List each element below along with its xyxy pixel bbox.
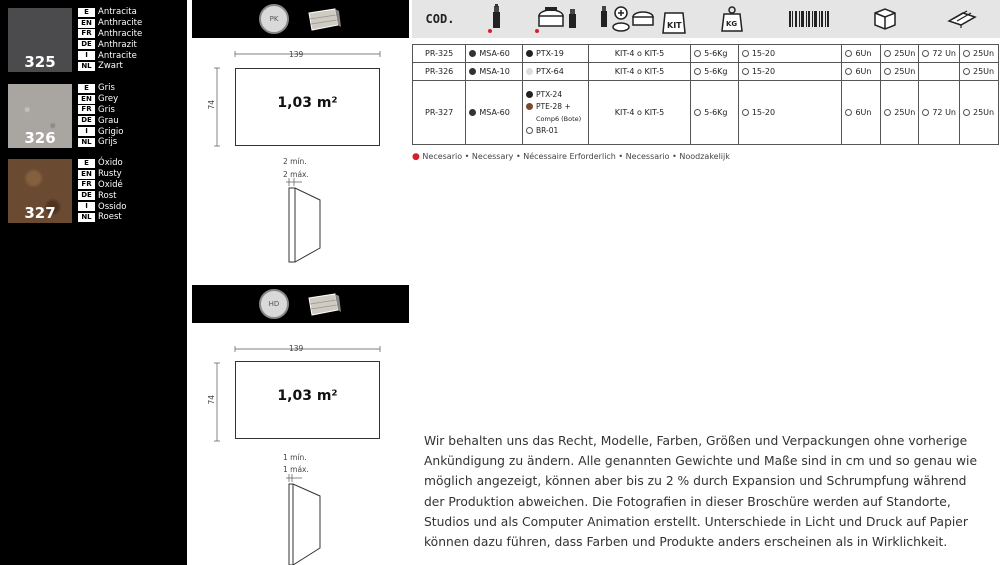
ring-icon [845, 50, 852, 57]
color-names [78, 158, 127, 223]
color-dot [469, 50, 476, 57]
ring-icon [963, 50, 970, 57]
ring-icon [694, 109, 701, 116]
series-header-hd [192, 285, 409, 323]
series-badge: HD [259, 289, 289, 319]
brick-panel-icon [305, 290, 341, 318]
color-name: Zwart [98, 61, 123, 72]
width-dimension: 139 [289, 344, 304, 353]
range-cell [738, 45, 842, 63]
panel-outline [235, 68, 380, 146]
pack-value: 6Un [855, 49, 872, 58]
lang-code: NL [78, 62, 95, 71]
weight-icon [721, 6, 743, 32]
color-dot [526, 103, 533, 110]
ring-icon [742, 109, 749, 116]
color-dot [526, 68, 533, 75]
ring-icon [884, 50, 891, 57]
lang-code: FR [78, 29, 95, 38]
lang-code: I [78, 202, 95, 211]
weight-cell [691, 63, 739, 81]
adhesive-cell [466, 81, 523, 145]
color-code: 327 [24, 204, 56, 222]
lang-code: E [78, 8, 95, 17]
sealant-cell [522, 63, 588, 81]
range-cell [738, 81, 842, 145]
adhesive-header [468, 0, 524, 38]
table-row [413, 45, 999, 63]
adhesive-name: MSA-60 [479, 49, 510, 58]
color-name: Roest [98, 212, 122, 223]
pack-25b-cell [960, 45, 999, 63]
lang-code: EN [78, 95, 95, 104]
required-note [412, 152, 730, 162]
pack-value: 25Un [973, 67, 995, 76]
ring-icon [526, 127, 533, 134]
pack-value: 25Un [894, 108, 916, 117]
color-dot [526, 91, 533, 98]
panel-outline [235, 361, 380, 439]
lang-code: NL [78, 213, 95, 222]
range-value: 15-20 [751, 49, 776, 58]
product-code: PR-325 [413, 45, 466, 63]
kit-cell: KIT-4 o KIT-5 [588, 81, 690, 145]
color-name: Ossido [98, 201, 127, 212]
sealant-cell [522, 45, 588, 63]
ring-icon [922, 50, 929, 57]
adhesive-cell [466, 63, 523, 81]
tools-kit-icon [595, 3, 689, 35]
pack-value: 72 Un [932, 108, 956, 117]
min-thickness: 1 mín. [283, 453, 307, 462]
sealant-kit-icon [533, 4, 583, 34]
color-name: Rost [98, 190, 117, 201]
color-327 [8, 159, 183, 225]
range-cell [738, 63, 842, 81]
lang-code: FR [78, 180, 95, 189]
pack-72-cell [919, 45, 960, 63]
required-marker-icon: ● [412, 152, 420, 162]
weight-cell [691, 81, 739, 145]
color-name: Rusty [98, 169, 122, 180]
svg-text:KIT: KIT [667, 21, 682, 30]
area-label: 1,03 m² [277, 388, 338, 404]
product-code: PR-327 [413, 81, 466, 145]
ring-icon [742, 50, 749, 57]
height-dimension: 74 [207, 395, 216, 405]
lang-code: E [78, 159, 95, 168]
color-name: Anthrazit [98, 39, 137, 50]
box-header [847, 0, 923, 38]
sealant-name: PTX-64 [535, 67, 564, 76]
pack-72-cell [919, 81, 960, 145]
table-header [412, 0, 1000, 38]
weight-cell [691, 45, 739, 63]
kit-header [592, 0, 692, 38]
weight-value: 5-6Kg [704, 108, 728, 117]
barcode-icon [789, 11, 831, 27]
pack-value: 72 Un [932, 49, 956, 58]
color-name: Anthracite [98, 18, 143, 29]
lang-code: FR [78, 105, 95, 114]
series-header-pk [192, 0, 409, 38]
sealant-name: BR-01 [535, 125, 559, 135]
series-badge: PK [259, 4, 289, 34]
color-dot [469, 68, 476, 75]
color-name: Gris [98, 83, 115, 94]
ring-icon [845, 109, 852, 116]
sealant-name: Comp6 (Bote) [535, 114, 582, 123]
barcode-header [772, 0, 847, 38]
ring-icon [694, 68, 701, 75]
adhesive-cell [466, 45, 523, 63]
weight-header [692, 0, 772, 38]
lang-code: I [78, 51, 95, 60]
lang-code: DE [78, 40, 95, 49]
pack-25-cell [881, 63, 919, 81]
sealant-header [524, 0, 592, 38]
color-name: Grijs [98, 137, 118, 148]
pack-value: 25Un [894, 49, 916, 58]
color-name: Grau [98, 115, 119, 126]
pack-72-cell [919, 63, 960, 81]
color-name: Oxidé [98, 179, 123, 190]
pack-value: 25Un [973, 49, 995, 58]
color-326 [8, 84, 183, 150]
lang-code: I [78, 127, 95, 136]
color-names [78, 83, 123, 148]
pallet-header [923, 0, 1000, 38]
table-row [413, 63, 999, 81]
lang-code: NL [78, 138, 95, 147]
kit-cell: KIT-4 o KIT-5 [588, 63, 690, 81]
lang-code: EN [78, 170, 95, 179]
lang-code: DE [78, 191, 95, 200]
header-code [412, 0, 468, 38]
color-325 [8, 8, 183, 74]
lang-code: E [78, 84, 95, 93]
area-label: 1,03 m² [277, 95, 338, 111]
ring-icon [884, 109, 891, 116]
code-header: COD. [425, 12, 455, 26]
max-thickness: 1 máx. [283, 465, 309, 474]
pack-25-cell [881, 81, 919, 145]
ring-icon [845, 68, 852, 75]
pack-25-cell [881, 45, 919, 63]
color-dot [469, 109, 476, 116]
pack-6-cell [842, 63, 881, 81]
color-name: Grey [98, 94, 119, 105]
ring-icon [963, 68, 970, 75]
weight-value: 5-6Kg [704, 67, 728, 76]
color-names [78, 7, 142, 72]
pack-value: 6Un [855, 67, 872, 76]
sealant-name: PTX-24 [535, 89, 563, 99]
cartridge-icon [486, 4, 506, 34]
lang-code: DE [78, 116, 95, 125]
ring-icon [922, 109, 929, 116]
color-name: Gris [98, 104, 115, 115]
color-code: 325 [24, 53, 56, 71]
pack-25b-cell [960, 63, 999, 81]
sealant-name: PTE-28 + [535, 101, 571, 111]
sealant-name: PTX-19 [535, 49, 564, 58]
range-value: 15-20 [751, 67, 776, 76]
color-name: Anthracite [98, 28, 143, 39]
pack-value: 25Un [894, 67, 916, 76]
color-panel [0, 0, 187, 565]
pack-6-cell [842, 81, 881, 145]
color-name: Grigio [98, 126, 124, 137]
ring-icon [742, 68, 749, 75]
brick-panel-icon [305, 5, 341, 33]
width-dimension: 139 [289, 50, 304, 59]
sealant-cell [522, 81, 588, 145]
ring-icon [694, 50, 701, 57]
color-name: Antracita [98, 7, 137, 18]
pack-value: 25Un [973, 108, 995, 117]
ring-icon [963, 109, 970, 116]
kit-cell: KIT-4 o KIT-5 [588, 45, 690, 63]
weight-value: 5-6Kg [704, 49, 728, 58]
table-row [413, 81, 999, 145]
pack-25b-cell [960, 81, 999, 145]
adhesive-name: MSA-60 [479, 108, 510, 117]
lang-code: EN [78, 19, 95, 28]
max-thickness: 2 máx. [283, 170, 309, 179]
adhesive-name: MSA-10 [479, 67, 510, 76]
product-code: PR-326 [413, 63, 466, 81]
pack-6-cell [842, 45, 881, 63]
svg-text:KG: KG [726, 20, 738, 28]
required-note-text: Necesario • Necessary • Nécessaire Erforderlich • Necessario • Noodzakelijk [422, 152, 730, 161]
product-spec-table [412, 44, 999, 145]
height-dimension: 74 [207, 100, 216, 110]
pack-value: 6Un [855, 108, 872, 117]
color-dot [526, 50, 533, 57]
range-value: 15-20 [751, 108, 776, 117]
color-name: Antracite [98, 50, 137, 61]
disclaimer-text: Wir behalten uns das Recht, Modelle, Farben, Größen und Verpackungen ohne vorherige Ankündigung zu ändern. Alle genannten Gewichte und Maße sind in cm und so genau wie möglich angezeigt, können aber bis zu 2 % durch Expansion und Schrumpfung während der Produktion abweichen. Die Fotografien in dieser Broschüre werden auf Standorte, Studios und als Computer Animation erstellt. Unterschiede in Licht und Druck auf Papier können dazu führen, dass Farben und Produkte anders erscheinen als in Wirklichkeit. [424, 434, 978, 550]
color-name: Óxido [98, 158, 123, 169]
color-code: 326 [24, 129, 56, 147]
min-thickness: 2 mín. [283, 157, 307, 166]
box-icon [873, 7, 897, 31]
pallet-icon [947, 9, 977, 29]
ring-icon [884, 68, 891, 75]
